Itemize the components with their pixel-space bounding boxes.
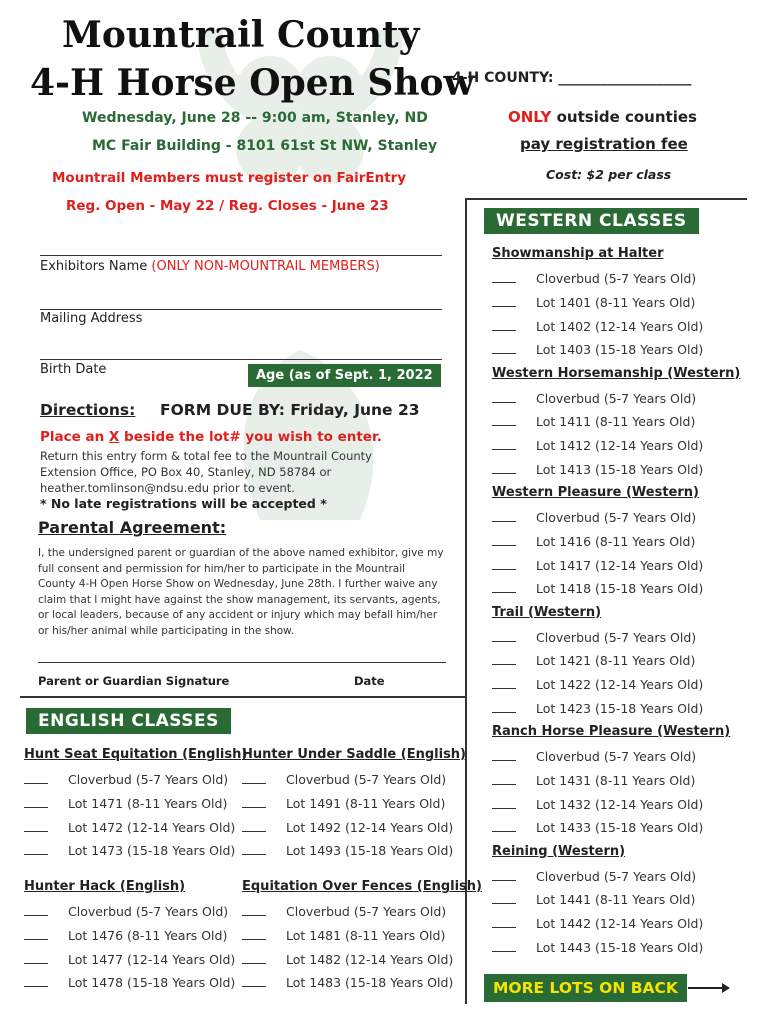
lot-entry-row: [242, 795, 446, 811]
lot-entry-blank[interactable]: [242, 821, 266, 832]
lot-label: Lot 1418 (15-18 Years Old): [536, 581, 704, 597]
lot-label: Lot 1482 (12-14 Years Old): [286, 951, 454, 967]
place-x-instruction: [40, 429, 382, 445]
lot-entry-row: [242, 843, 454, 859]
lot-entry-row: [492, 390, 697, 406]
lot-entry-row: [492, 700, 704, 716]
class-section-title: Ranch Horse Pleasure (Western): [492, 724, 731, 739]
place-x-mark: X: [108, 429, 120, 445]
lot-entry-row: [242, 927, 446, 943]
lot-label: Lot 1402 (12-14 Years Old): [536, 318, 704, 334]
lot-entry-row: [24, 927, 228, 943]
lot-label: Cloverbud (5-7 Years Old): [536, 271, 697, 286]
lot-entry-blank[interactable]: [492, 750, 516, 761]
lot-label: Cloverbud (5-7 Years Old): [286, 904, 447, 919]
lot-label: Lot 1401 (8-11 Years Old): [536, 294, 696, 310]
class-section-title: Trail (Western): [492, 604, 602, 620]
lot-entry-row: [24, 904, 229, 919]
event-location: MC Fair Building - 8101 61st St NW, Stanley: [92, 138, 438, 154]
lot-entry-blank[interactable]: [492, 296, 516, 307]
lot-label: Lot 1416 (8-11 Years Old): [536, 533, 696, 549]
lot-label: Lot 1433 (15-18 Years Old): [536, 820, 704, 836]
lot-entry-blank[interactable]: [242, 929, 266, 940]
class-section-title: Hunter Hack (English): [24, 879, 186, 894]
lot-label: Lot 1442 (12-14 Years Old): [536, 916, 704, 932]
lot-entry-blank[interactable]: [24, 773, 48, 784]
lot-entry-blank[interactable]: [492, 272, 516, 283]
exhibitor-name-label: [40, 259, 380, 274]
lot-entry-row: [492, 916, 704, 932]
lot-entry-row: [242, 975, 454, 991]
lot-entry-blank[interactable]: [492, 870, 516, 881]
exhibitor-label-text: Exhibitors Name: [40, 259, 152, 274]
lot-entry-row: [24, 951, 236, 967]
lot-entry-blank[interactable]: [492, 702, 516, 713]
lot-entry-blank[interactable]: [492, 463, 516, 474]
lot-entry-blank[interactable]: [492, 941, 516, 952]
lot-entry-blank[interactable]: [492, 678, 516, 689]
lot-entry-row: [492, 677, 704, 693]
lot-entry-blank[interactable]: [492, 893, 516, 904]
lot-label: Lot 1477 (12-14 Years Old): [68, 951, 236, 967]
lot-label: Lot 1472 (12-14 Years Old): [68, 819, 236, 835]
lot-entry-blank[interactable]: [492, 343, 516, 354]
lot-entry-row: [492, 749, 697, 764]
lot-label: Cloverbud (5-7 Years Old): [536, 629, 697, 645]
vertical-divider-lower: [465, 696, 467, 1004]
lot-label: Lot 1493 (15-18 Years Old): [286, 843, 454, 859]
age-badge: Age (as of Sept. 1, 2022: [248, 364, 441, 387]
parental-agreement-title: Parental Agreement:: [38, 518, 227, 537]
lot-entry-row: [492, 892, 696, 908]
lot-label: Lot 1417 (12-14 Years Old): [536, 557, 704, 573]
lot-entry-blank[interactable]: [492, 559, 516, 570]
class-section-title: Hunter Under Saddle (English): [242, 747, 467, 762]
lot-entry-row: [492, 414, 696, 430]
lot-label: Lot 1421 (8-11 Years Old): [536, 653, 696, 669]
parental-agreement-text: I, the undersigned parent or guardian of the above named exhibitor, give my full consent and permission for him/her to participate in the Mountrail County 4-H Open Horse Show on Wednesday, June 28th. I further waive any claim that I might have against the show management, its servants, agents, or local leaders, because of any accident or injury which may befall him/her or his/her animal while participating in the show.: [38, 547, 444, 637]
place-x-post: beside the lot# you wish to enter.: [119, 429, 382, 445]
lot-label: Lot 1492 (12-14 Years Old): [286, 819, 454, 835]
lot-entry-blank[interactable]: [24, 976, 48, 987]
exhibitor-name-line[interactable]: [40, 255, 442, 256]
lot-label: Lot 1471 (8-11 Years Old): [68, 795, 228, 811]
lot-entry-row: [492, 772, 696, 788]
outside-counties-text: outside counties: [551, 108, 697, 126]
more-lots-banner: MORE LOTS ON BACK: [484, 974, 687, 1002]
lot-entry-blank[interactable]: [24, 929, 48, 940]
vertical-divider-upper: [465, 198, 467, 698]
class-section-title: Reining (Western): [492, 843, 626, 859]
lot-entry-blank[interactable]: [492, 582, 516, 593]
lot-entry-row: [24, 795, 228, 811]
lot-entry-blank[interactable]: [242, 905, 266, 916]
lot-entry-blank[interactable]: [242, 976, 266, 987]
lot-entry-blank[interactable]: [492, 774, 516, 785]
lot-label: Lot 1422 (12-14 Years Old): [536, 677, 704, 693]
lot-entry-blank[interactable]: [492, 917, 516, 928]
class-section-title: Western Pleasure (Western): [492, 485, 699, 500]
no-late-note: * No late registrations will be accepted *: [40, 496, 327, 511]
lot-entry-row: [492, 653, 696, 669]
lot-label: Lot 1443 (15-18 Years Old): [536, 939, 704, 955]
lot-label: Lot 1481 (8-11 Years Old): [286, 927, 446, 943]
lot-entry-row: [492, 557, 704, 573]
lot-label: Lot 1478 (15-18 Years Old): [68, 975, 236, 991]
lot-entry-row: [492, 271, 697, 286]
lot-entry-row: [242, 819, 454, 835]
place-x-pre: Place an: [40, 429, 109, 445]
title-line2: 4-H Horse Open Show: [30, 62, 475, 104]
arrow-right-icon: [688, 980, 730, 996]
lot-entry-blank[interactable]: [492, 631, 516, 642]
class-section-title: Hunt Seat Equitation (English): [24, 747, 248, 762]
lot-entry-blank[interactable]: [242, 773, 266, 784]
lot-entry-blank[interactable]: [492, 821, 516, 832]
lot-label: Lot 1411 (8-11 Years Old): [536, 414, 696, 430]
lot-entry-row: [24, 843, 236, 859]
lot-entry-blank[interactable]: [492, 392, 516, 403]
lot-entry-row: [492, 318, 704, 334]
mailing-address-label: Mailing Address: [40, 311, 143, 326]
lot-label: Cloverbud (5-7 Years Old): [68, 904, 229, 919]
date-label: Date: [354, 674, 385, 688]
title-line1: Mountrail County: [62, 14, 420, 56]
lot-entry-blank[interactable]: [492, 439, 516, 450]
lot-label: Cloverbud (5-7 Years Old): [286, 772, 447, 787]
lot-entry-blank[interactable]: [242, 953, 266, 964]
lot-label: Cloverbud (5-7 Years Old): [536, 749, 697, 764]
signature-line[interactable]: [38, 662, 446, 663]
lot-label: Lot 1476 (8-11 Years Old): [68, 927, 228, 943]
mailing-address-line[interactable]: [40, 309, 442, 310]
lot-entry-row: [242, 904, 447, 919]
members-note: Mountrail Members must register on FairEntry: [52, 170, 407, 186]
class-section-title: Western Horsemanship (Western): [492, 365, 741, 381]
lot-entry-blank[interactable]: [24, 905, 48, 916]
lot-label: Lot 1483 (15-18 Years Old): [286, 975, 454, 991]
lot-entry-row: [492, 939, 704, 955]
lot-label: Lot 1423 (15-18 Years Old): [536, 700, 704, 716]
lot-entry-blank[interactable]: [24, 953, 48, 964]
return-instructions: Return this entry form & total fee to the Mountrail County Extension Office, PO Box 40, Stanley, ND 58784 or heather.tomlinson@ndsu.edu prior to event.: [40, 449, 372, 495]
western-top-divider: [465, 198, 747, 200]
lot-entry-row: [24, 819, 236, 835]
birth-date-line[interactable]: [40, 359, 442, 360]
lot-entry-blank[interactable]: [492, 415, 516, 426]
lot-entry-row: [24, 772, 229, 787]
lot-label: Cloverbud (5-7 Years Old): [536, 390, 697, 406]
cost-note: Cost: $2 per class: [546, 167, 672, 182]
lot-entry-row: [242, 951, 454, 967]
county-field[interactable]: 4-H COUNTY: ___________________: [452, 70, 692, 86]
lot-entry-row: [492, 438, 704, 454]
lot-entry-row: [492, 510, 697, 525]
lot-entry-blank[interactable]: [492, 511, 516, 522]
lot-entry-row: [24, 975, 236, 991]
lot-entry-row: [492, 294, 696, 310]
lot-label: Lot 1491 (8-11 Years Old): [286, 795, 446, 811]
lot-label: Cloverbud (5-7 Years Old): [68, 772, 229, 787]
lot-label: Lot 1441 (8-11 Years Old): [536, 892, 696, 908]
horizontal-divider: [20, 696, 467, 698]
class-section-title: Equitation Over Fences (English): [242, 879, 482, 894]
lot-label: Lot 1432 (12-14 Years Old): [536, 796, 704, 812]
lot-label: Cloverbud (5-7 Years Old): [536, 868, 697, 884]
signature-label: Parent or Guardian Signature: [38, 674, 230, 688]
lot-entry-row: [492, 581, 704, 597]
lot-entry-blank[interactable]: [242, 844, 266, 855]
lot-entry-blank[interactable]: [24, 821, 48, 832]
lot-entry-row: [492, 533, 696, 549]
lot-entry-blank[interactable]: [24, 797, 48, 808]
lot-label: Lot 1412 (12-14 Years Old): [536, 438, 704, 454]
lot-label: Lot 1431 (8-11 Years Old): [536, 772, 696, 788]
form-due-date: FORM DUE BY: Friday, June 23: [160, 401, 420, 419]
lot-label: Lot 1413 (15-18 Years Old): [536, 461, 704, 477]
lot-entry-row: [492, 629, 697, 645]
directions-label: Directions:: [40, 401, 136, 419]
registration-dates: Reg. Open - May 22 / Reg. Closes - June 23: [66, 198, 389, 214]
lot-entry-row: [492, 868, 697, 884]
lot-entry-blank[interactable]: [492, 535, 516, 546]
english-classes-banner: ENGLISH CLASSES: [26, 708, 231, 734]
lot-label: Lot 1473 (15-18 Years Old): [68, 843, 236, 859]
lot-entry-row: [492, 820, 704, 836]
lot-label: Cloverbud (5-7 Years Old): [536, 510, 697, 525]
lot-entry-blank[interactable]: [492, 798, 516, 809]
lot-entry-blank[interactable]: [492, 320, 516, 331]
class-section-title: Showmanship at Halter: [492, 246, 664, 261]
lot-entry-row: [492, 342, 704, 358]
lot-entry-blank[interactable]: [492, 654, 516, 665]
lot-label: Lot 1403 (15-18 Years Old): [536, 342, 704, 358]
exhibitor-note: (ONLY NON-MOUNTRAIL MEMBERS): [151, 259, 380, 274]
birth-date-label: Birth Date: [40, 362, 107, 377]
lot-entry-row: [492, 461, 704, 477]
event-date: Wednesday, June 28 -- 9:00 am, Stanley, ND: [82, 110, 428, 126]
lot-entry-blank[interactable]: [242, 797, 266, 808]
lot-entry-row: [492, 796, 704, 812]
pay-fee-note: pay registration fee: [520, 135, 688, 153]
lot-entry-blank[interactable]: [24, 844, 48, 855]
lot-entry-row: [242, 772, 447, 787]
only-word: ONLY: [508, 108, 552, 126]
outside-counties-note: [508, 108, 697, 126]
western-classes-banner: WESTERN CLASSES: [484, 208, 699, 234]
